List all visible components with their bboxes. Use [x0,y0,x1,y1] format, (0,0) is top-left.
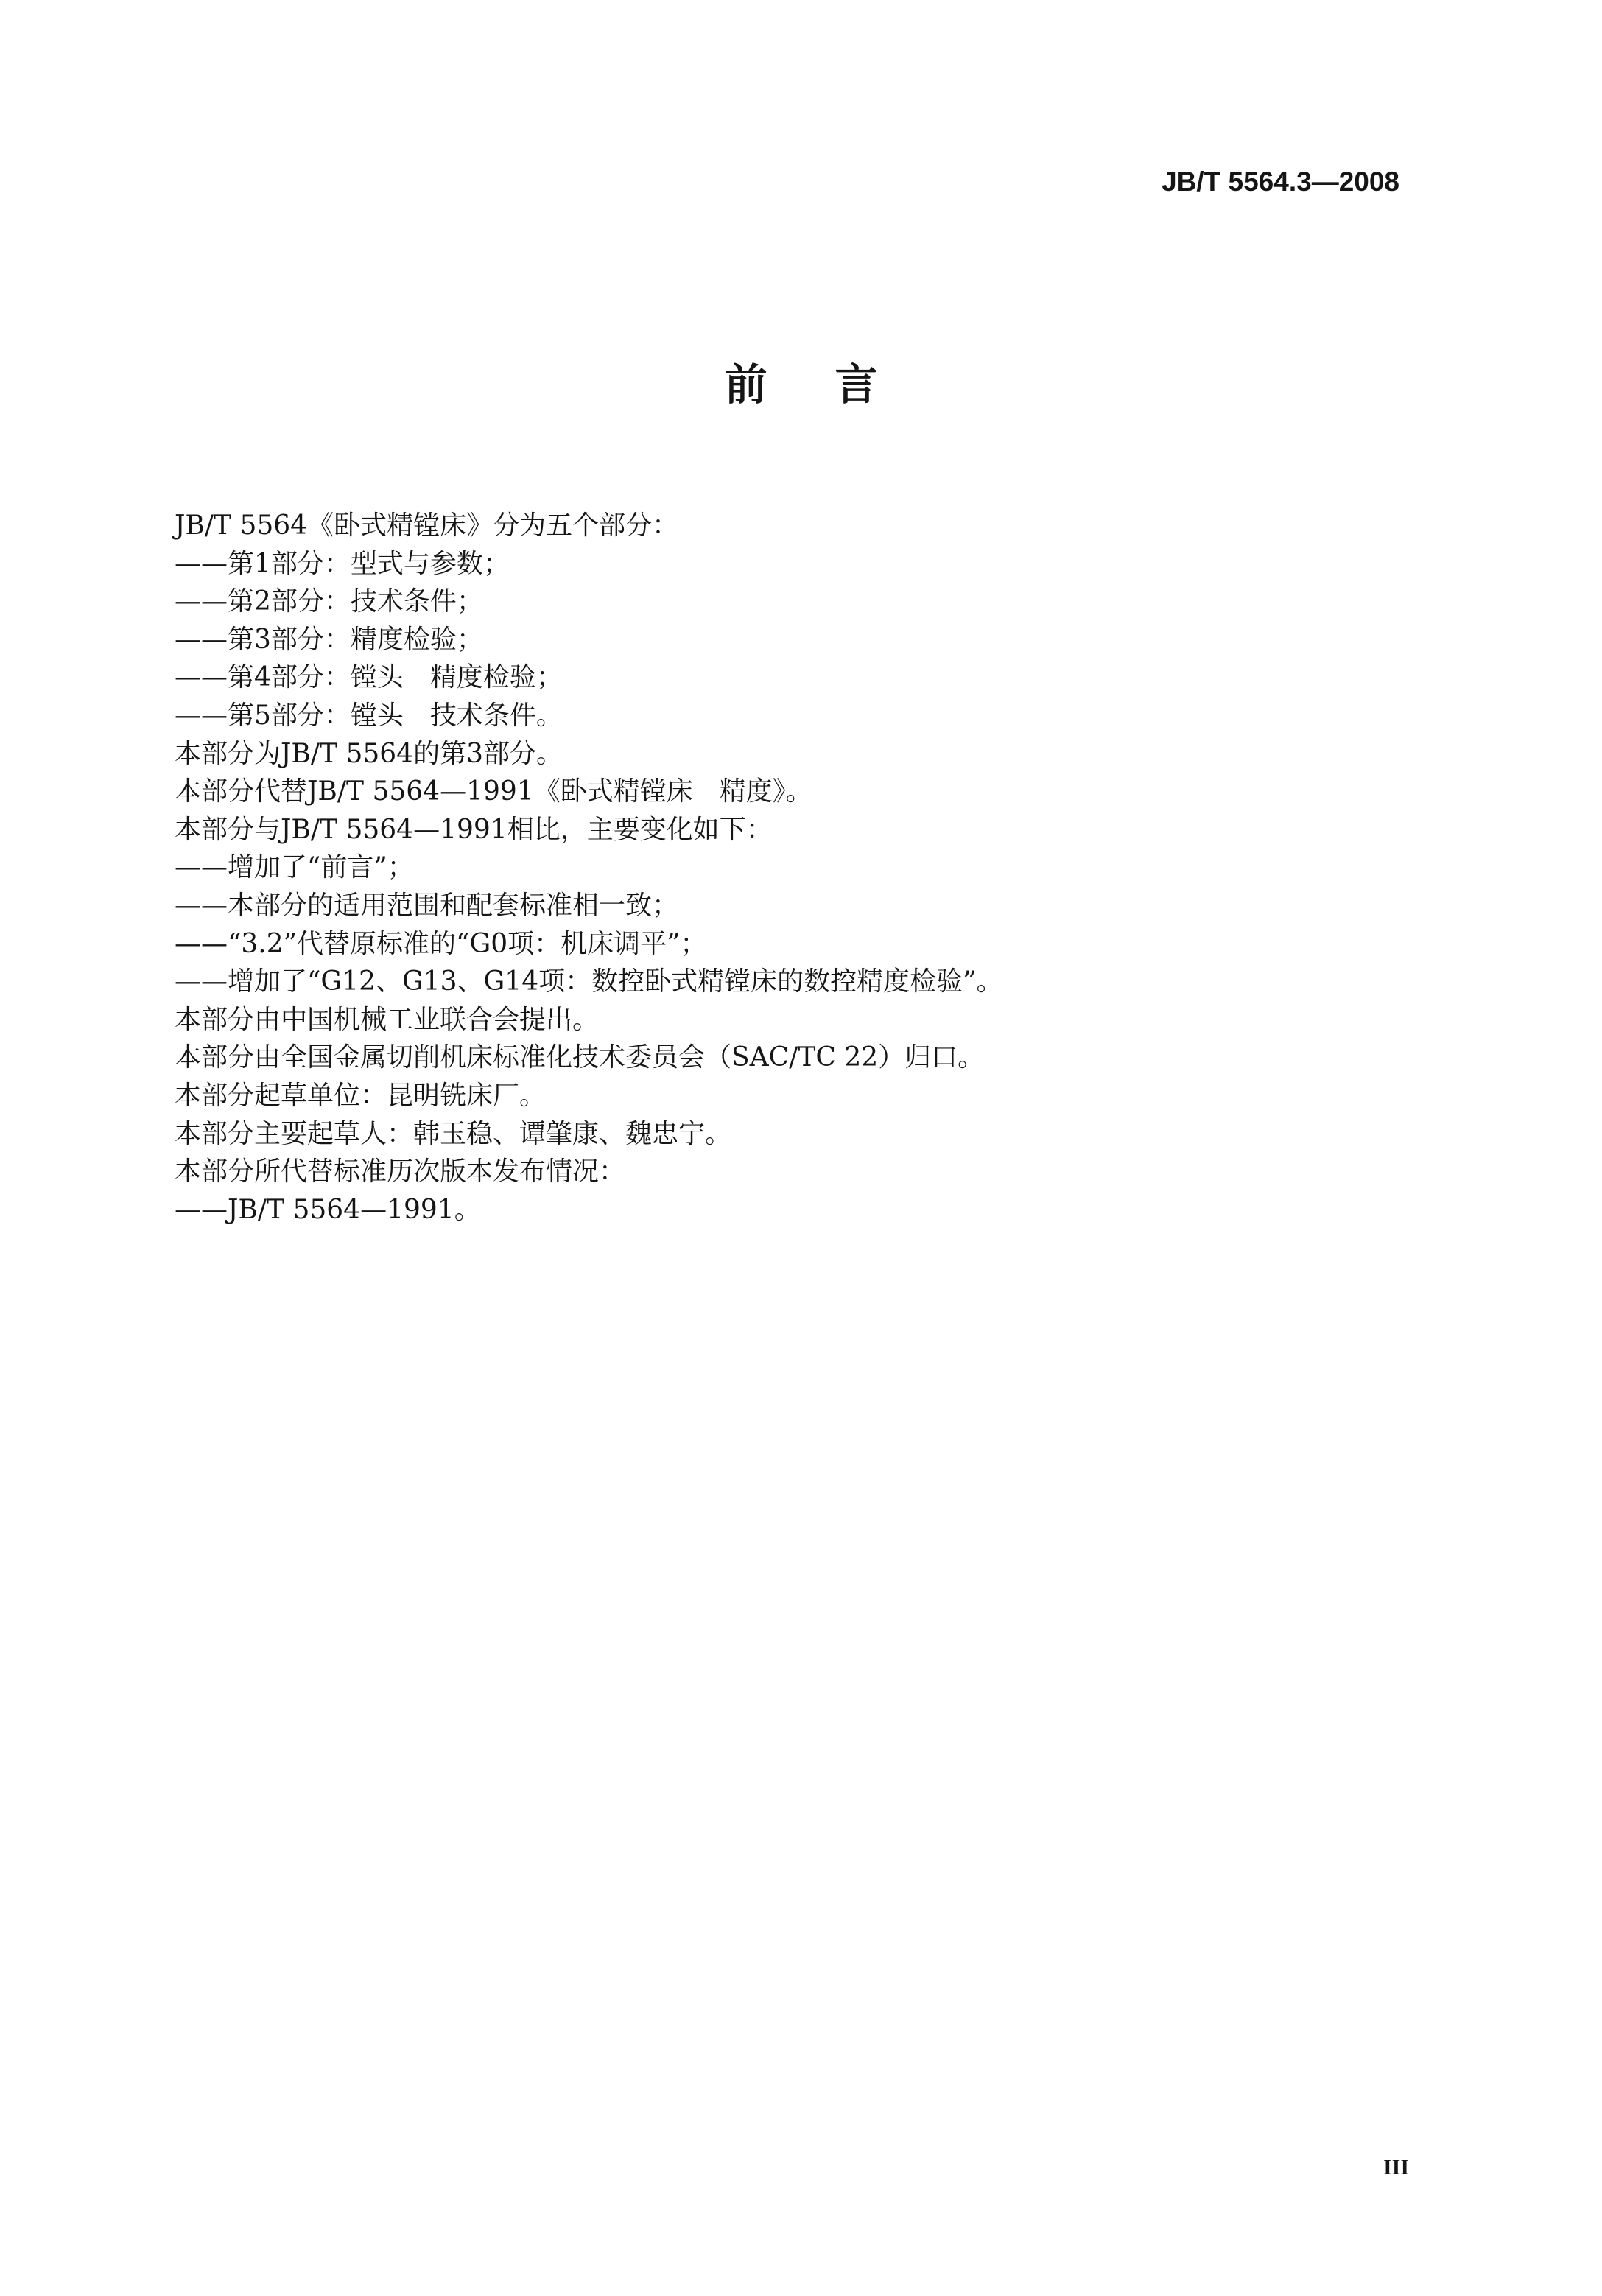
paragraph-this-part: 本部分为JB/T 5564的第3部分。 [175,738,563,769]
paragraph-previous-editions: 本部分所代替标准历次版本发布情况： [175,1156,626,1187]
paragraph-replaces: 本部分代替JB/T 5564—1991《卧式精镗床 精度》。 [175,776,812,807]
list-item-change-4: ——增加了“G12、G13、G14项：数控卧式精镗床的数控精度检验”。 [175,966,1003,997]
list-item-change-3: ——“3.2”代替原标准的“G0项：机床调平”； [175,928,707,959]
list-item-part-4: ——第4部分：镗头 精度检验； [175,662,563,693]
list-item-previous-edition: ——JB/T 5564—1991。 [175,1194,481,1225]
paragraph-proposed-by: 本部分由中国机械工业联合会提出。 [175,1004,600,1035]
title-char-1: 前 [724,359,767,410]
page-title [0,355,1602,414]
foreword-body [175,507,1427,1229]
paragraph-drafting-unit: 本部分起草单位：昆明铣床厂。 [175,1080,547,1111]
list-item-part-1: ——第1部分：型式与参数； [175,548,510,579]
standard-number: JB/T 5564.3—2008 [1162,166,1399,197]
list-item-part-5: ——第5部分：镗头 技术条件。 [175,700,563,731]
list-item-part-3: ——第3部分：精度检验； [175,624,483,655]
page-number: III [1383,2155,1409,2180]
paragraph-administered-by: 本部分由全国金属切削机床标准化技术委员会（SAC/TC 22）归口。 [175,1042,985,1073]
list-item-change-2: ——本部分的适用范围和配套标准相一致； [175,890,679,921]
list-item-change-1: ——增加了“前言”； [175,852,414,883]
paragraph-changes-intro: 本部分与JB/T 5564—1991相比，主要变化如下： [175,814,773,845]
list-item-part-2: ——第2部分：技术条件； [175,586,483,617]
paragraph-drafters: 本部分主要起草人：韩玉稳、谭肇康、魏忠宁。 [175,1118,732,1149]
title-char-2: 言 [835,359,878,410]
paragraph-parts-intro: JB/T 5564《卧式精镗床》分为五个部分： [175,510,679,541]
